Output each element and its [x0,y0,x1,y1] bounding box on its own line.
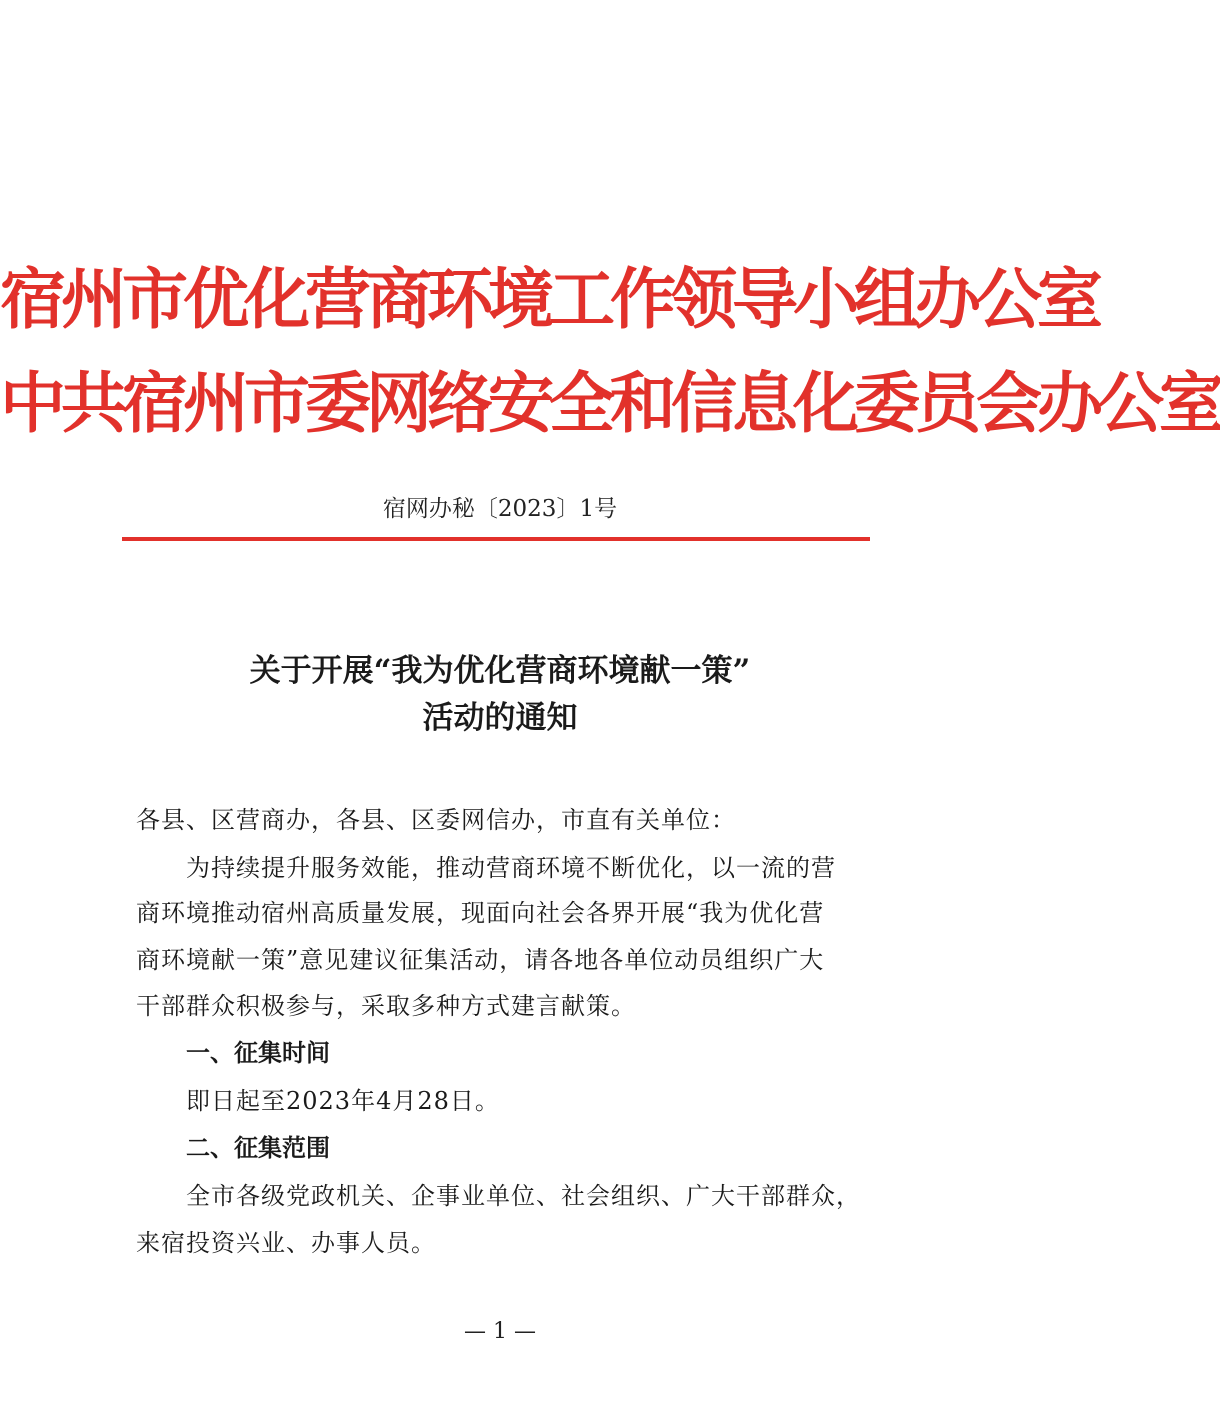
paragraph-line: 干部群众积极参与，采取多种方式建言献策。 [136,992,636,1020]
page-number: — 1 — [464,1319,536,1344]
paragraph-line: 为持续提升服务效能，推动营商环境不断优化，以一流的营 [186,854,836,882]
section-text-time: 即日起至2023年4月28日。 [186,1087,500,1115]
document-number: 宿网办秘〔2023〕1号 [382,496,618,522]
section-heading-scope: 二、征集范围 [186,1134,330,1162]
issuer-line-2: 中共宿州市委网络安全和信息化委员会办公室 [0,365,1220,442]
issuer-line-1: 宿州市优化营商环境工作领导小组办公室 [0,261,1098,338]
salutation: 各县、区营商办，各县、区委网信办，市直有关单位： [136,806,736,834]
notice-title-line-1: 关于开展“我为优化营商环境献一策” [249,653,751,689]
section-heading-time: 一、征集时间 [186,1039,330,1067]
section-text-scope: 来宿投资兴业、办事人员。 [136,1229,436,1257]
notice-title-line-2: 活动的通知 [422,700,578,736]
section-text-scope: 全市各级党政机关、企事业单位、社会组织、广大干部群众， [186,1182,861,1210]
red-divider-line [122,537,870,541]
paragraph-line: 商环境推动宿州高质量发展，现面向社会各界开展“我为优化营 [136,899,825,927]
paragraph-line: 商环境献一策”意见建议征集活动，请各地各单位动员组织广大 [136,946,825,974]
